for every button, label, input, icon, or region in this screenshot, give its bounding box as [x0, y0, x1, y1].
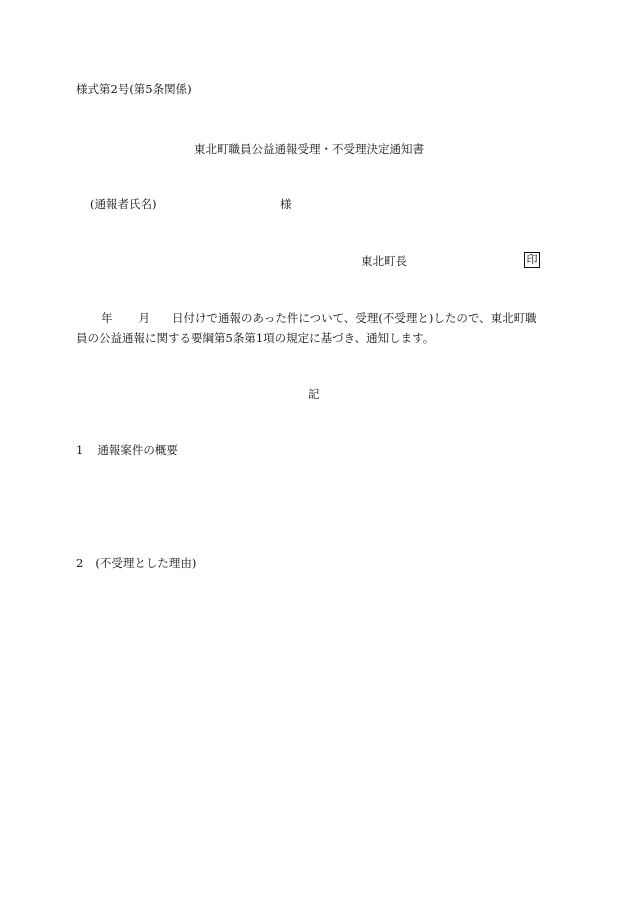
addressee-label: (通報者氏名) [90, 197, 157, 211]
notation-ki: 記 [308, 387, 320, 401]
body-text-line-2: 員の公益通報に関する要綱第5条第1項の規定に基づき、通知します。 [76, 331, 435, 345]
section-2-heading [76, 558, 196, 570]
addressee-honorific: 様 [280, 197, 292, 211]
section-1-title: 通報案件の概要 [97, 443, 178, 457]
section-1-number: 1 [76, 443, 84, 457]
section-1-heading [76, 445, 178, 457]
sender-name: 東北町長 [361, 254, 407, 268]
month-label: 月 [138, 311, 150, 325]
year-label: 年 [101, 311, 113, 325]
document-title: 東北町職員公益通報受理・不受理決定通知書 [194, 142, 424, 156]
body-text-line-1 [101, 313, 537, 325]
section-2-title: (不受理とした理由) [95, 556, 197, 570]
seal-stamp: 印 [524, 252, 540, 268]
form-number: 様式第2号(第5条関係) [76, 82, 192, 96]
body-line-1-rest: 日付けで通報のあった件について、受理(不受理と)したので、東北町職 [172, 311, 537, 325]
section-2-number: 2 [76, 556, 84, 570]
